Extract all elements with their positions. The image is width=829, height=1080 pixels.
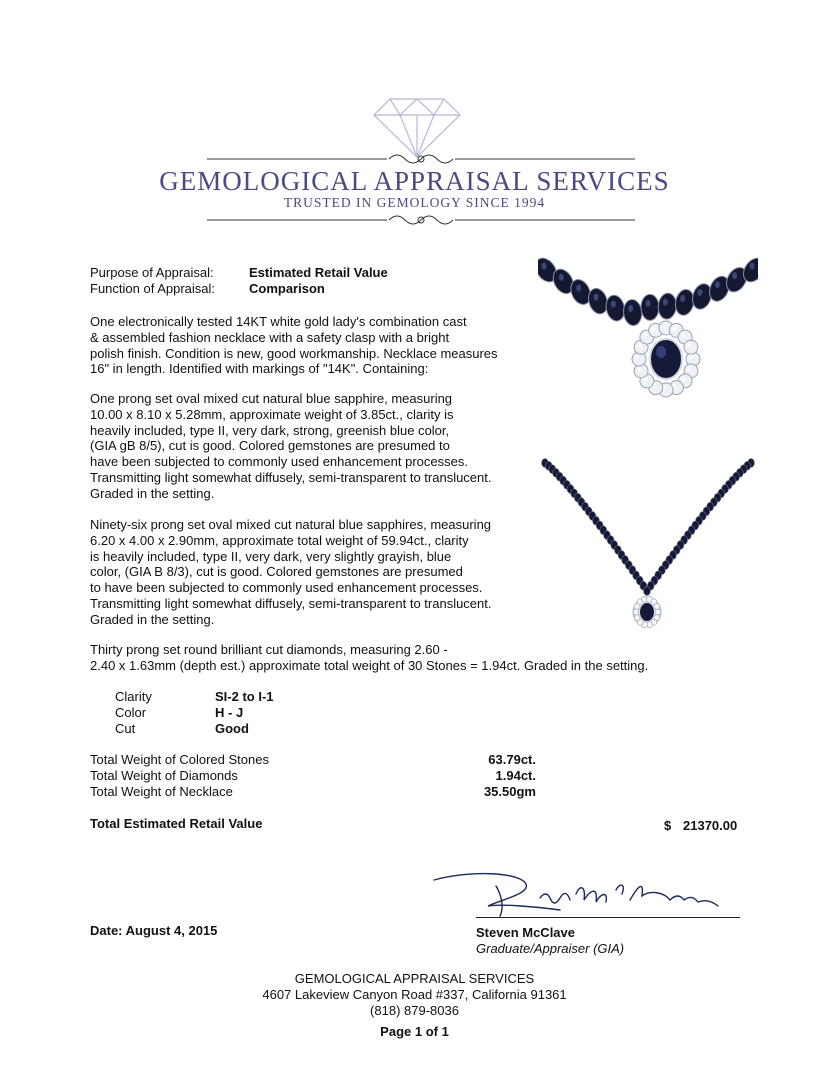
total-colored-value: 63.79ct. (488, 752, 536, 767)
clarity-label: Clarity (115, 689, 152, 704)
purpose-label: Purpose of Appraisal: (90, 265, 214, 280)
color-label: Color (115, 705, 147, 720)
footer-address: 4607 Lakeview Canyon Road #337, California 91361 (262, 987, 567, 1002)
color-value: H - J (215, 705, 244, 720)
footer-company: GEMOLOGICAL APPRAISAL SERVICES (294, 971, 535, 986)
clarity-value: SI-2 to I-1 (215, 689, 274, 704)
diamonds-paragraph: Thirty prong set round brilliant cut diamonds, measuring 2.60 - 2.40 x 1.63mm (depth est.) approximate total weight of 30 Stones = 1.94ct. Graded in the setting. (90, 642, 649, 673)
necklace-full-image (537, 455, 759, 635)
appraiser-name: Steven McClave (476, 925, 575, 940)
description-paragraph-3: Ninety-six prong set oval mixed cut natural blue sapphires, measuring 6.20 x 4.00 x 2.90mm, approximate total weight of 59.94ct., clarity is heavily included, type II, very dark, very slightly grayish, blue color, (GIA B 8/3), cut is good. Colored gemstones are presumed to have been subjected to commonly used enhancement processes. Transmitting light somewhat diffusely, semi-transparent to translucent. Graded in the setting. (90, 517, 492, 627)
necklace-closeup-image (538, 256, 758, 416)
signature-line (476, 917, 740, 918)
retail-value: 21370.00 (683, 818, 738, 833)
footer-phone: (818) 879-8036 (370, 1003, 459, 1018)
total-colored-label: Total Weight of Colored Stones (90, 752, 269, 767)
brand-tagline: TRUSTED IN GEMOLOGY SINCE 1994 (283, 195, 546, 210)
appraisal-date: Date: August 4, 2015 (90, 923, 218, 938)
total-diamonds-label: Total Weight of Diamonds (90, 768, 238, 783)
page-number: Page 1 of 1 (380, 1024, 449, 1039)
handwritten-signature (430, 866, 740, 920)
description-paragraph-2: One prong set oval mixed cut natural blue sapphire, measuring 10.00 x 8.10 x 5.28mm, approximate weight of 3.85ct., clarity is heavily included, type II, very dark, strong, greenish blue color, (GIA gB 8/5), cut is good. Colored gemstones are presumed to have been subjected to commonly used enhancement processes. Transmitting light somewhat diffusely, semi-transparent to translucent. Graded in the setting. (90, 391, 492, 501)
retail-value-label: Total Estimated Retail Value (90, 816, 263, 831)
total-necklace-value: 35.50gm (483, 784, 536, 799)
total-diamonds-value: 1.94ct. (495, 768, 536, 783)
cut-label: Cut (115, 721, 136, 736)
function-value: Comparison (249, 281, 325, 296)
function-label: Function of Appraisal: (90, 281, 216, 296)
purpose-value: Estimated Retail Value (249, 265, 388, 280)
header-ornament-bottom (207, 211, 635, 229)
currency-symbol: $ (664, 818, 672, 833)
total-necklace-label: Total Weight of Necklace (90, 784, 233, 799)
appraiser-title: Graduate/Appraiser (GIA) (476, 941, 625, 956)
brand-name: GEMOLOGICAL APPRAISAL SERVICES (159, 166, 670, 196)
description-paragraph-1: One electronically tested 14KT white gold lady's combination cast & assembled fashion necklace with a safety clasp with a bright polish finish. Condition is new, good workmanship. Necklace measures 16" in length. Identified with markings of "14K". Containing: (90, 314, 498, 377)
cut-value: Good (215, 721, 249, 736)
